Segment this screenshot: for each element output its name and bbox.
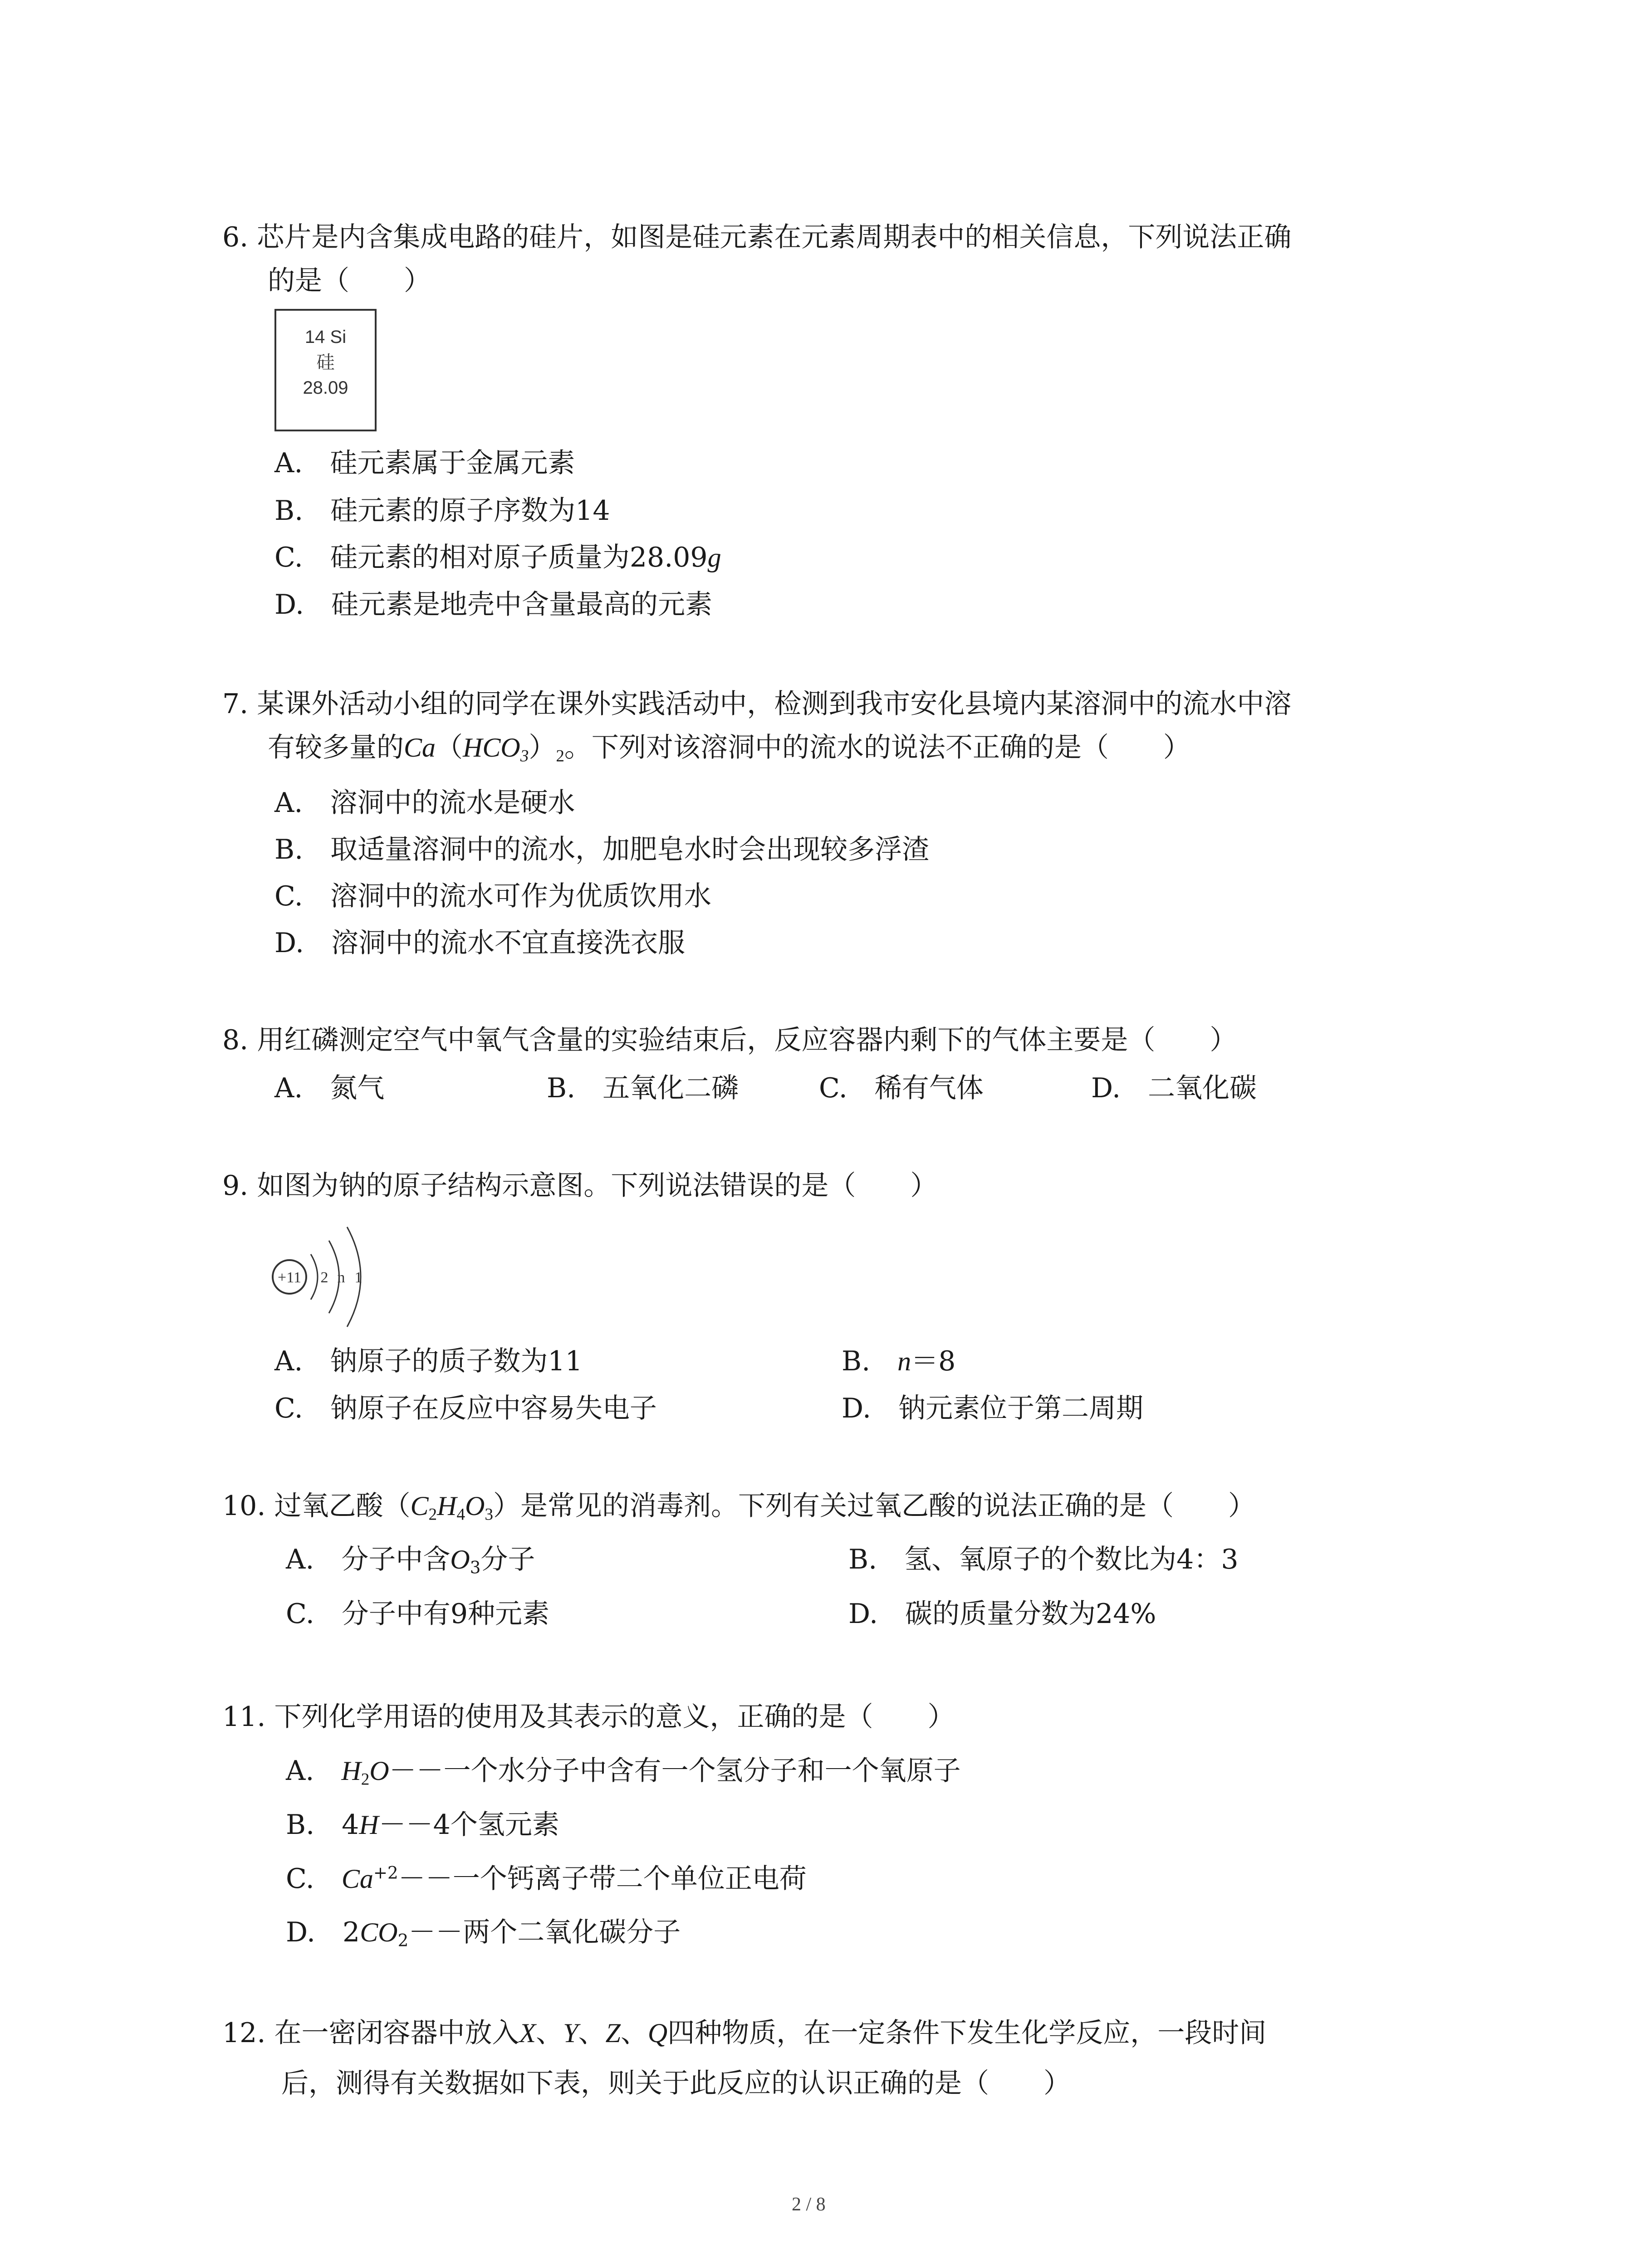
shell-2-electrons: n	[337, 1269, 345, 1286]
q7-stem-line2	[268, 727, 1190, 768]
q12-stem-line2: 后，测得有关数据如下表，则关于此反应的认识正确的是（ ）	[281, 2068, 1071, 2099]
shell-3-electrons: 1	[354, 1269, 362, 1286]
q11-option-d-pre: D. 2	[286, 1916, 360, 1948]
q7-formula-close: ）	[529, 733, 556, 763]
q11-option-b-post: －－4个氢元素	[378, 1809, 559, 1841]
q6-option-d: D. 硅元素是地壳中含量最高的元素	[274, 589, 713, 621]
q12-stem-pre: 12. 在一密闭容器中放入	[222, 2017, 519, 2049]
q11-option-c-post: －－一个钙离子带二个单位正电荷	[398, 1863, 807, 1895]
q9-option-d: D. 钠元素位于第二周期	[842, 1393, 1144, 1424]
q6-stem-line2: 的是（ ）	[268, 265, 431, 297]
q10-formula	[410, 1491, 494, 1524]
q7-option-c: C. 溶洞中的流水可作为优质饮用水	[274, 880, 711, 912]
q11-option-d-co: CO	[360, 1917, 398, 1947]
element-number-symbol: 14 Si	[304, 327, 347, 347]
q6-option-c	[274, 537, 721, 578]
q8-option-c: C. 稀有气体	[819, 1072, 984, 1104]
q10-option-a	[286, 1539, 535, 1580]
q11-stem-line1: 11. 下列化学用语的使用及其表示的意义，正确的是（ ）	[222, 1701, 955, 1733]
q11-option-a	[286, 1750, 961, 1791]
nucleus-charge: +11	[278, 1269, 301, 1286]
q9-option-b	[842, 1341, 955, 1382]
q10-formula-o: O	[465, 1491, 485, 1521]
q7-formula	[404, 733, 564, 766]
q7-formula-open: （	[436, 733, 463, 763]
q10-formula-s4: 4	[456, 1505, 465, 1524]
q12-stem-line1	[222, 2013, 1266, 2053]
q7-formula-sub3: 3	[520, 747, 529, 766]
element-name: 硅	[316, 352, 335, 373]
q9-option-b-pre: B.	[842, 1345, 898, 1377]
q7-formula-sub2: 2	[556, 747, 564, 766]
q10-stem-line1	[222, 1486, 1255, 1526]
q10-option-b: B. 氢、氧原子的个数比为4：3	[848, 1544, 1239, 1575]
q11-option-a-sub: 2	[361, 1770, 370, 1789]
shell-arc-1	[311, 1254, 318, 1300]
q9-stem-line1: 9. 如图为钠的原子结构示意图。下列说法错误的是（ ）	[222, 1170, 938, 1202]
q6-stem-line1: 6. 芯片是内含集成电路的硅片，如图是硅元素在元素周期表中的相关信息，下列说法正确	[222, 221, 1292, 253]
q6-option-a: A. 硅元素属于金属元素	[274, 447, 575, 479]
page-number: 2 / 8	[792, 2194, 826, 2215]
q11-option-b	[286, 1804, 559, 1845]
q10-option-a-sub: 3	[470, 1557, 481, 1578]
q11-option-b-h: H	[359, 1810, 379, 1840]
q11-option-d	[286, 1912, 681, 1953]
q11-option-c-sup: +2	[373, 1862, 398, 1883]
q7-option-d: D. 溶洞中的流水不宜直接洗衣服	[274, 927, 686, 959]
q6-option-b: B. 硅元素的原子序数为14	[274, 495, 610, 527]
q7-stem-pre: 有较多量的	[268, 732, 404, 763]
q8-option-d: D. 二氧化碳	[1091, 1072, 1257, 1104]
q10-option-a-pre: A. 分子中含	[286, 1544, 451, 1575]
q12-var-x: X	[519, 2018, 536, 2048]
q6-option-c-text: C. 硅元素的相对原子质量为28.09	[274, 542, 708, 573]
q10-stem-post: ）是常见的消毒剂。下列有关过氧乙酸的说法正确的是（ ）	[493, 1490, 1255, 1522]
q12-var-z: Z	[605, 2018, 621, 2048]
q11-option-a-h: H	[341, 1756, 361, 1786]
q11-option-b-pre: B. 4	[286, 1809, 359, 1841]
q7-formula-ca: Ca	[404, 733, 436, 763]
q9-option-b-var: n	[897, 1346, 911, 1376]
q6-option-c-unit: g	[707, 543, 721, 572]
silicon-element-card	[274, 309, 377, 431]
q7-stem-line1: 7. 某课外活动小组的同学在课外实践活动中，检测到我市安化县境内某溶洞中的流水中溶	[222, 688, 1292, 720]
q9-option-a: A. 钠原子的质子数为11	[274, 1345, 583, 1377]
q10-option-c: C. 分子中有9种元素	[286, 1598, 550, 1630]
q7-option-b: B. 取适量溶洞中的流水，加肥皂水时会出现较多浮渣	[274, 834, 930, 865]
q12-stem-post: 四种物质，在一定条件下发生化学反应，一段时间	[667, 2017, 1267, 2049]
q12-var-y: Y	[563, 2018, 578, 2048]
q11-option-a-formula	[341, 1756, 389, 1789]
q10-formula-s3: 3	[485, 1505, 493, 1524]
q9-option-b-post: ＝8	[911, 1345, 956, 1377]
q8-option-b: B. 五氧化二磷	[547, 1072, 739, 1104]
q11-option-c-ca: Ca	[341, 1864, 373, 1894]
q11-option-d-post: －－两个二氧化碳分子	[408, 1916, 681, 1948]
q10-option-d: D. 碳的质量分数为24%	[848, 1598, 1156, 1630]
q11-option-a-post: －－一个水分子中含有一个氢分子和一个氧原子	[389, 1755, 961, 1787]
q7-stem-post: 。下列对该溶洞中的流水的说法不正确的是（ ）	[564, 732, 1190, 763]
q12-var-q: Q	[647, 2018, 668, 2048]
q8-option-a: A. 氮气	[274, 1072, 385, 1104]
q8-stem-line1: 8. 用红磷测定空气中氧气含量的实验结束后，反应容器内剩下的气体主要是（ ）	[222, 1024, 1237, 1056]
q10-option-a-post: 分子	[480, 1544, 535, 1575]
q11-option-c-pre: C.	[286, 1863, 342, 1895]
q12-sep1: 、	[536, 2017, 563, 2049]
shell-1-electrons: 2	[320, 1269, 328, 1286]
q10-formula-c: C	[410, 1491, 429, 1521]
q10-formula-h: H	[437, 1491, 457, 1521]
q10-formula-s2: 2	[428, 1505, 437, 1524]
q11-option-a-pre: A.	[286, 1755, 342, 1787]
q11-option-a-o: O	[369, 1756, 389, 1786]
q12-sep3: 、	[620, 2017, 648, 2049]
element-mass: 28.09	[303, 378, 348, 398]
q10-option-a-o: O	[450, 1545, 470, 1574]
q7-formula-hco: HCO	[463, 733, 520, 763]
q11-option-c	[286, 1858, 807, 1899]
q7-option-a: A. 溶洞中的流水是硬水	[274, 787, 575, 819]
q11-option-d-sub: 2	[397, 1930, 409, 1950]
q10-stem-pre: 10. 过氧乙酸（	[222, 1490, 411, 1522]
q9-option-c: C. 钠原子在反应中容易失电子	[274, 1393, 657, 1424]
sodium-atom-diagram	[268, 1209, 372, 1345]
q12-sep2: 、	[578, 2017, 606, 2049]
